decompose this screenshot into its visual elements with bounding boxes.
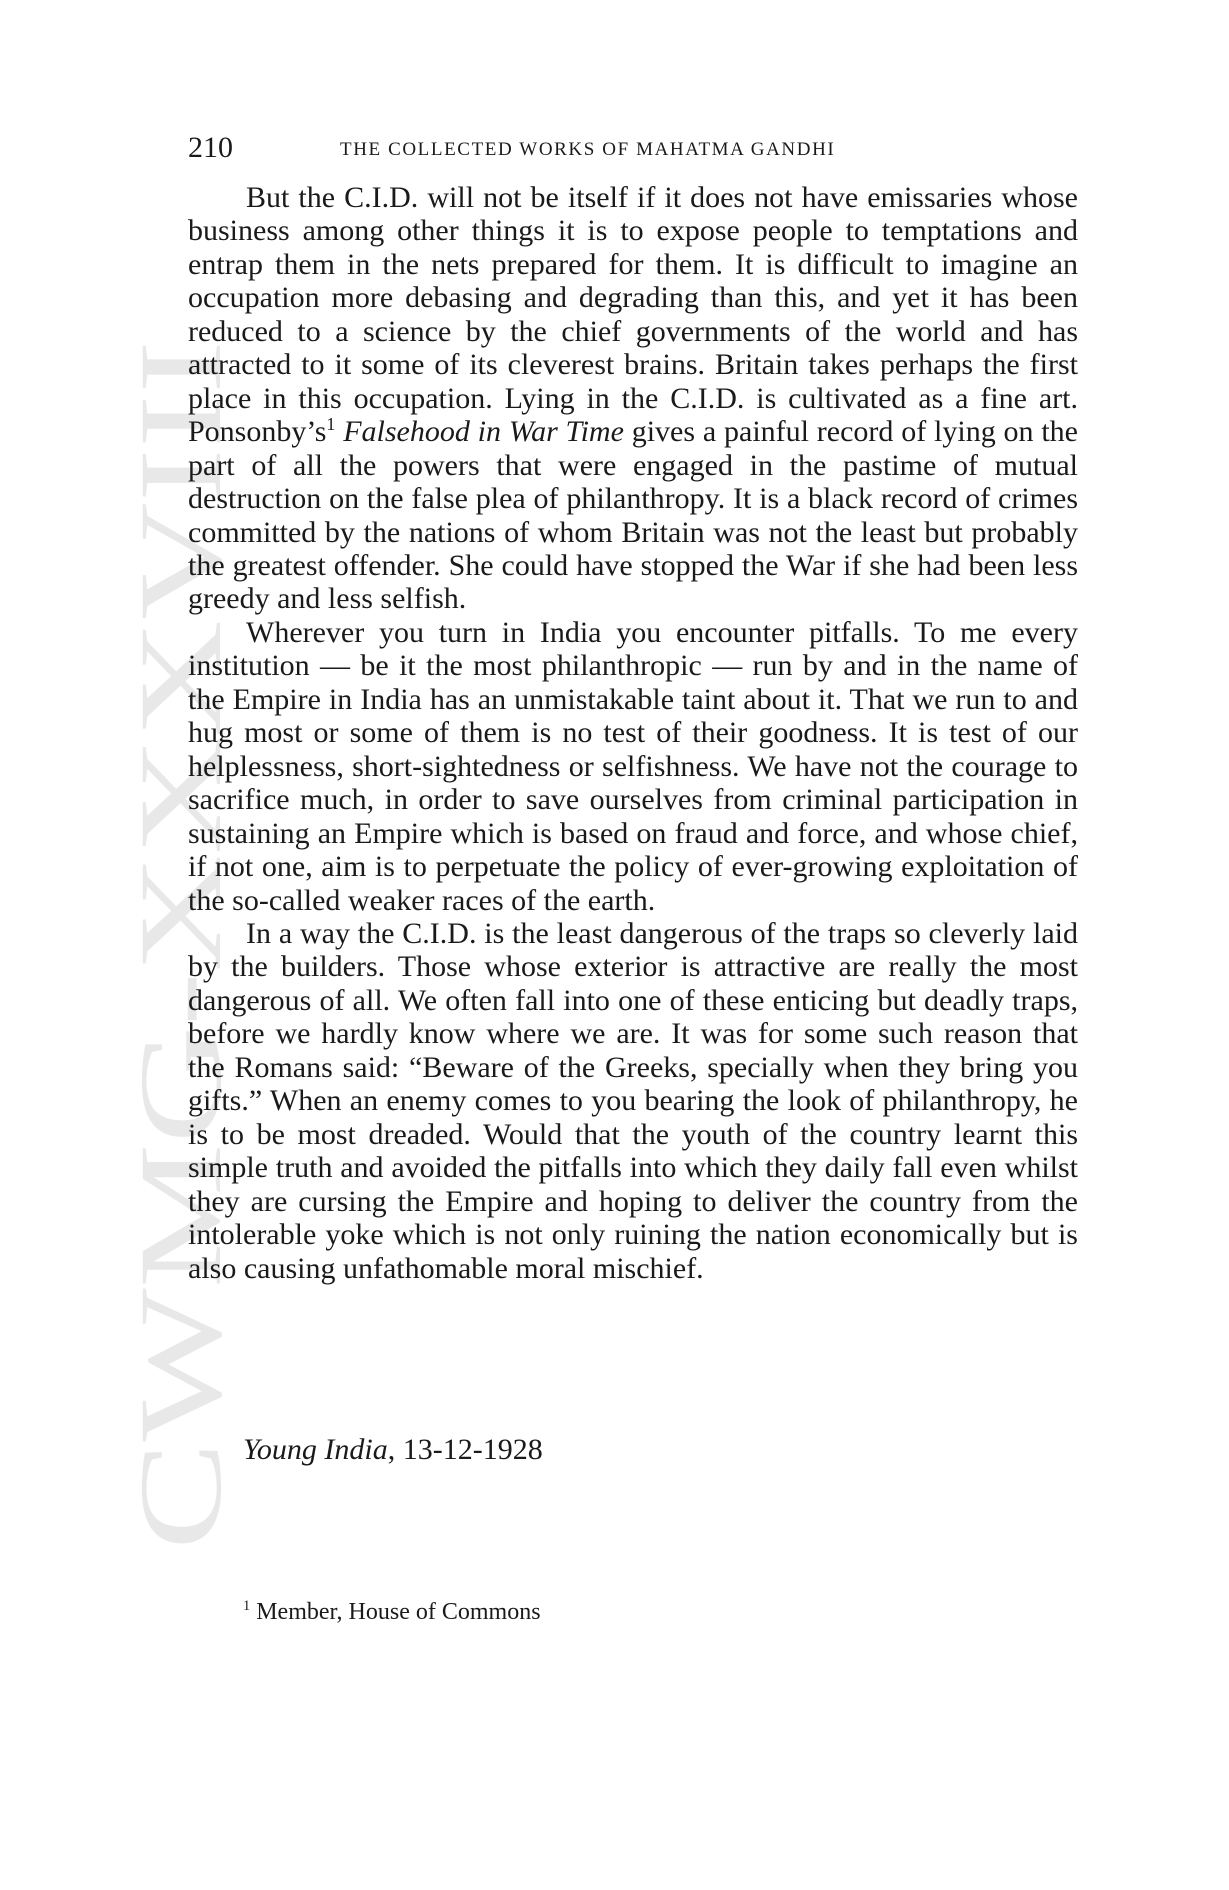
page-header <box>188 128 1078 168</box>
paragraph-1 <box>188 181 1078 616</box>
source-title: Young India <box>243 1433 388 1466</box>
page-number: 210 <box>188 131 233 164</box>
footnote <box>243 1596 541 1628</box>
footnote-reference: 1 <box>326 414 336 435</box>
running-head: THE COLLECTED WORKS OF MAHATMA GANDHI <box>340 139 836 160</box>
paragraph-2: Wherever you turn in India you encounter pitfalls. To me every institution — be it the most philanthropic — run by and in the name of the Empire in India has an unmistakable taint about it. That we run to and hug most or some of them is no test of their goodness. It is test of our helplessness, short-sightedness or selfishness. We have not the courage to sacrifice much, in order to save ourselves from criminal participation in sustaining an Empire which is based on fraud and force, and whose chief, if not one, aim is to perpetuate the policy of ever-growing exploitation of the so-called weaker races of the earth. <box>188 615 1078 917</box>
paragraph-3: In a way the C.I.D. is the least dangerous of the traps so cleverly laid by the builders. Those whose exterior is attractive are really the most dangerous of all. We often fall into one of these enticing but deadly traps, before we hardly know where we are. It was for some such reason that the Romans said: “Beware of the Greeks, specially when they bring you gifts.” When an enemy comes to you bearing the look of philanthropy, he is to be most dreaded. Would that the youth of the country learnt this simple truth and avoided the pitfalls into which they daily fall even whilst they are cursing the Empire and hoping to deliver the country from the intolerable yoke which is not only ruining the nation economically but is also causing unfathomable moral mischief. <box>188 916 1078 1285</box>
book-title: Falsehood in War Time <box>343 415 624 449</box>
footnote-text: Member, House of Commons <box>250 1599 541 1625</box>
paragraph-1-text: But the C.I.D. will not be itself if it does not have emissaries whose business among other things it is to expose people to temptations and entrap them in the nets prepared for them. It is difficult to imagine an occupation more debasing and degrading than this, and yet it has been reduced to a science by the chief governments of the world and has attracted to it some of its cleverest brains. Britain takes perhaps the first place in this occupation. Lying in the C.I.D. is cultivated as a fine art. Ponsonby’s <box>188 181 1078 449</box>
watermark-text: CWMG-XXXVIII <box>115 671 246 1550</box>
source-citation <box>243 1432 543 1468</box>
paragraph-1-text-continued: gives a painful record of lying on the part of all the powers that were engaged in the pastime of mutual destruction on the false plea of philanthropy. It is a black record of crimes committed by the nations of whom Britain was not the least but probably the greatest offender. She could have stopped the War if she had been less greedy and less selfish. <box>188 415 1078 616</box>
footnote-marker: 1 <box>243 1598 251 1614</box>
source-date: , 13-12-1928 <box>387 1433 543 1466</box>
article-body <box>188 181 1078 1285</box>
